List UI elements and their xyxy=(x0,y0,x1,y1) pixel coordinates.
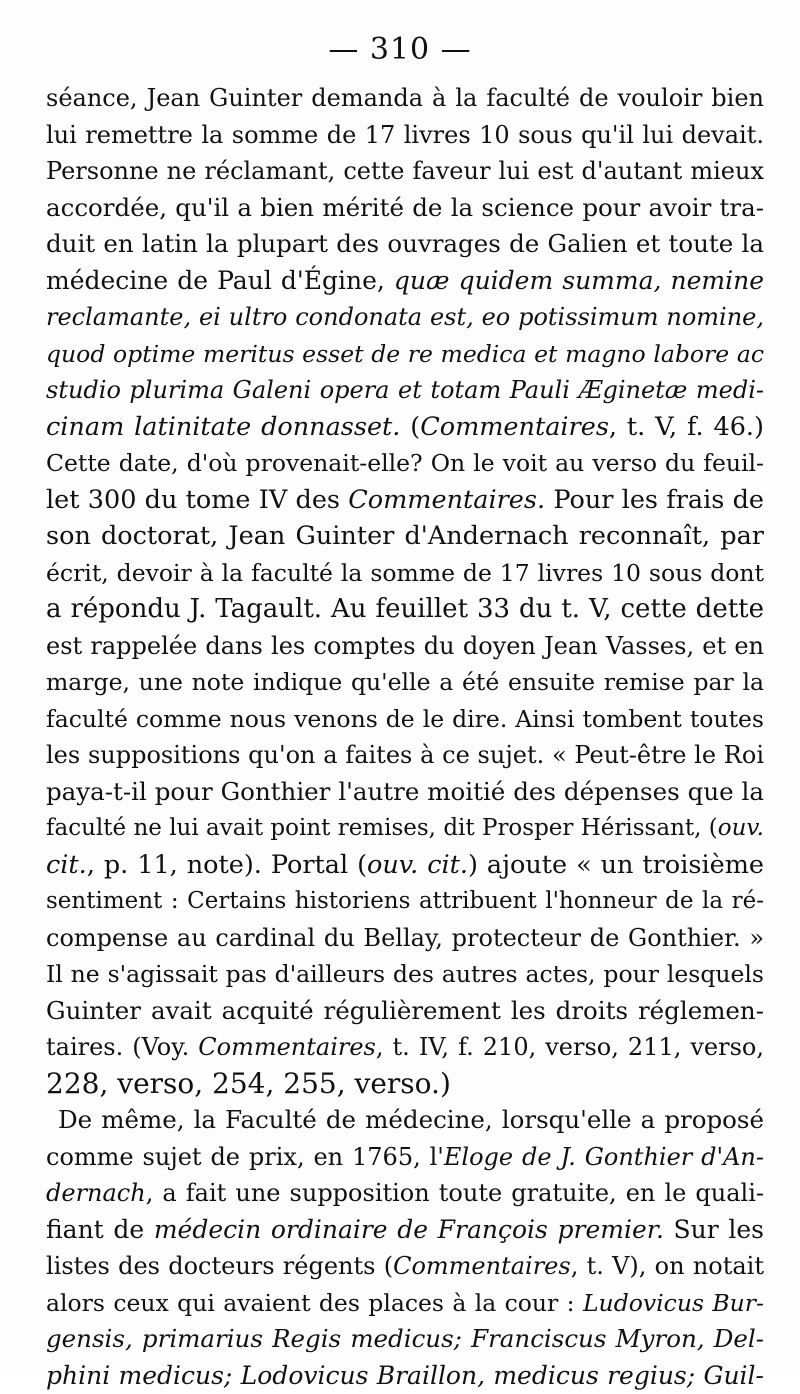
italic-text: reclamante, ei ultro condonata est, eo potissimum nomine, xyxy=(46,303,764,331)
text-line xyxy=(46,226,764,263)
text-segment: comme sujet de prix, en 1765, l' xyxy=(46,1143,444,1171)
text-segment: De même, la Faculté de médecine, lorsqu'elle a proposé xyxy=(58,1105,764,1134)
text-line xyxy=(46,1285,764,1322)
text-segment: faculté ne lui avait point remises, dit Prosper Hérissant, ( xyxy=(46,815,718,841)
text-line xyxy=(46,591,764,628)
text-segment: ) ajoute « un troisième xyxy=(468,850,764,880)
text-line xyxy=(46,80,764,117)
text-segment: , a fait une supposition toute gratuite, en le quali- xyxy=(146,1179,764,1207)
text-line xyxy=(46,701,764,738)
text-segment: fiant de xyxy=(46,1215,154,1244)
text-line xyxy=(46,774,764,811)
italic-text: Eloge de J. Gonthier d'An- xyxy=(444,1143,764,1171)
text-segment: taires. (Voy. xyxy=(46,1033,198,1061)
text-segment: alors ceux qui avaient des places à la cour : xyxy=(46,1289,583,1317)
italic-text: ouv. cit. xyxy=(367,850,468,880)
text-segment: , t. IV, f. 210, verso, 211, verso, xyxy=(376,1033,764,1061)
text-segment: paya-t-il pour Gonthier l'autre moitié des dépenses que la xyxy=(46,777,764,806)
text-line xyxy=(46,372,764,409)
text-segment: faculté comme nous venons de le dire. Ainsi tombent toutes xyxy=(46,705,764,733)
text-line xyxy=(46,628,764,665)
italic-text: ouv. xyxy=(718,815,764,841)
text-line xyxy=(46,1139,764,1176)
text-line xyxy=(46,847,764,884)
text-line xyxy=(46,482,764,519)
text-segment: Pour les frais de xyxy=(545,485,764,515)
italic-text: Ludovicus Bur- xyxy=(583,1289,764,1317)
italic-text: Commentaires xyxy=(420,412,609,442)
text-line xyxy=(46,664,764,701)
text-line xyxy=(46,1066,764,1103)
page-number: — 310 — xyxy=(0,32,800,67)
text-segment: ( xyxy=(400,412,420,442)
text-segment: les suppositions qu'on a faites à ce sujet. « Peut-être le Roi xyxy=(46,741,764,769)
text-segment: marge, une note indique qu'elle a été ensuite remise par la xyxy=(46,668,764,696)
text-line xyxy=(46,1029,764,1066)
text-segment: séance, Jean Guinter demanda à la faculté de vouloir bien xyxy=(46,84,764,112)
text-line xyxy=(46,1321,764,1358)
text-segment: , t. V, f. 46.) xyxy=(609,412,764,442)
text-line xyxy=(46,555,764,592)
text-line xyxy=(46,883,764,920)
text-line xyxy=(46,1102,764,1139)
italic-text: cit. xyxy=(46,850,87,880)
italic-text: gensis, primarius Regis medicus; Franciscus Myron, Del- xyxy=(46,1324,764,1353)
text-segment: , p. 11, note). Portal ( xyxy=(87,850,367,880)
text-line xyxy=(46,1175,764,1212)
text-segment: 228, verso, 254, 255, verso.) xyxy=(46,1067,451,1100)
text-line xyxy=(46,263,764,300)
italic-text: Commentaires. xyxy=(348,485,545,515)
body-text xyxy=(46,80,764,1394)
text-line xyxy=(46,336,764,373)
text-line xyxy=(46,1358,764,1394)
text-line xyxy=(46,153,764,190)
text-segment: sentiment : Certains historiens attribuent l'honneur de la ré- xyxy=(46,888,764,914)
text-segment: son doctorat, Jean Guinter d'Andernach reconnaît, par xyxy=(46,521,764,551)
text-line xyxy=(46,445,764,482)
text-line xyxy=(46,518,764,555)
text-line xyxy=(46,190,764,227)
text-segment: compense au cardinal du Bellay, protecteur de Gonthier. » xyxy=(46,924,764,952)
text-line xyxy=(46,993,764,1030)
text-segment: Il ne s'agissait pas d'ailleurs des autres actes, pour lesquels xyxy=(46,960,764,988)
text-segment: est rappelée dans les comptes du doyen Jean Vasses, et en xyxy=(46,632,764,660)
text-segment: accordée, qu'il a bien mérité de la science pour avoir tra- xyxy=(46,193,764,222)
italic-text: Commentaires xyxy=(393,1252,571,1280)
text-segment: Sur les xyxy=(664,1215,764,1244)
italic-text: phini medicus; Lodovicus Braillon, medicus regius; Guil- xyxy=(46,1361,764,1390)
text-line xyxy=(46,1248,764,1285)
text-segment: Guinter avait acquité régulièrement les droits réglemen- xyxy=(46,996,764,1025)
text-line xyxy=(46,299,764,336)
text-line xyxy=(46,956,764,993)
text-line xyxy=(46,117,764,154)
text-line xyxy=(46,409,764,446)
text-segment: duit en latin la plupart des ouvrages de Galien et toute la xyxy=(46,229,764,258)
text-segment: , t. V), on notait xyxy=(571,1252,764,1280)
text-segment: a répondu J. Tagault. Au feuillet 33 du t. V, cette dette xyxy=(46,594,764,624)
text-segment: lui remettre la somme de 17 livres 10 sous qu'il lui devait. xyxy=(46,121,764,149)
italic-text: Commentaires xyxy=(198,1033,376,1061)
text-segment: Cette date, d'où provenait-elle? On le voit au verso du feuil- xyxy=(46,449,764,477)
italic-text: quæ quidem summa, nemine xyxy=(394,266,764,295)
text-segment: Personne ne réclamant, cette faveur lui est d'autant mieux xyxy=(46,157,764,185)
text-line xyxy=(46,810,764,847)
text-line xyxy=(46,737,764,774)
text-line xyxy=(46,920,764,957)
text-line xyxy=(46,1212,764,1249)
text-segment: médecine de Paul d'Égine, xyxy=(46,266,394,295)
italic-text: quod optime meritus esset de re medica et magno labore ac xyxy=(46,340,764,368)
text-segment: listes des docteurs régents ( xyxy=(46,1252,393,1280)
italic-text: dernach xyxy=(46,1179,146,1207)
text-segment: let 300 du tome IV des xyxy=(46,485,348,515)
italic-text: médecin ordinaire de François premier. xyxy=(154,1215,664,1244)
text-segment: écrit, devoir à la faculté la somme de 17 livres 10 sous dont xyxy=(46,559,764,587)
italic-text: studio plurima Galeni opera et totam Pauli Æginetæ medi- xyxy=(46,376,764,404)
italic-text: cinam latinitate donnasset. xyxy=(46,412,400,442)
